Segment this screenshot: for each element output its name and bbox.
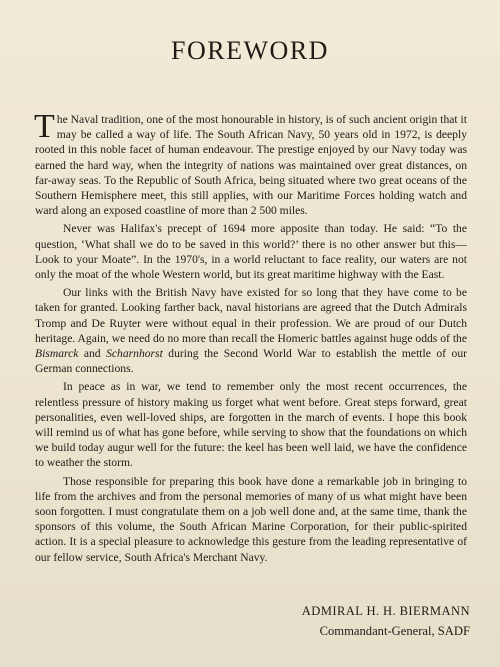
- paragraph-3-text-middle: and: [78, 347, 107, 361]
- page-title: FOREWORD: [171, 36, 329, 65]
- paragraph-5: Those responsible for preparing this book have done a remarkable job in bringing to life from the archives and from the personal memories of many of us what might have been soon forgotten. I must congratulate them on a job well done and, at the same time, thank the sponsors of this volume, the South African Marine Corporation, for their public-spirited action. It is a special pleasure to acknowledge this gesture from the leading representative of our fellow service, South Africa's Merchant Navy.: [35, 474, 467, 564]
- paragraph-1-text: he Naval tradition, one of the most honourable in history, is of such ancient origin that it may be called a way of life. The South African Navy, 50 years old in 1972, is deeply rooted in this noble facet of human endeavour. The prestige enjoyed by our Navy today was earned the hard way, when the integrity of nations was maintained over great distances, on far-away seas. To the Republic of South Africa, being situated where two great oceans of the Southern Hemisphere meet, this still applies, with our Maritime Forces holding watch and ward along an exposed coastline of more than 2 500 miles.: [35, 113, 467, 218]
- paragraph-3-text-start: Our links with the British Navy have existed for so long that they have come to be taken for granted. Looking farther back, naval historians are agreed that the Dutch Admirals Tromp and De Ruyter were without equal in their profession. We are proud of our Dutch heritage. Again, we need do no more than recall the Homeric battles against huge odds of the: [35, 286, 467, 345]
- paragraph-3-text-end: during the Second World War to establish the mettle of our German connections.: [35, 347, 467, 376]
- signature-block: [302, 601, 470, 641]
- drop-cap: T: [34, 108, 55, 145]
- ship-name-bismarck: Bismarck: [35, 347, 79, 361]
- foreword-body: [34, 108, 467, 568]
- ship-name-scharnhorst: Scharnhorst: [106, 347, 163, 361]
- paragraph-4: In peace as in war, we tend to remember only the most recent occurrences, the relentless pressure of history making us forget what went before. Great steps forward, great personalities, even well-loved ships, are forgotten in the march of events. I hope this book will remind us of what has gone before, while serving to show that the foundations on which we build today augur well for the future: the keel has been well laid, we have the confidence to weather the storm.: [35, 380, 467, 470]
- signatory-title: Commandant-General, SADF: [319, 624, 470, 638]
- paragraph-1: [34, 108, 467, 218]
- paragraph-2: Never was Halifax's precept of 1694 more apposite than today. He said: “To the question, ‘What shall we do to be saved in this world?’ there is no other answer but this—Look to your Moate”. In the 1970's, in a world reluctant to face reality, our waters are not only the moat of the whole Western world, but its great maritime highway with the East.: [35, 222, 467, 282]
- signatory-name: ADMIRAL H. H. BIERMANN: [301, 604, 470, 618]
- paragraph-3: [35, 285, 467, 376]
